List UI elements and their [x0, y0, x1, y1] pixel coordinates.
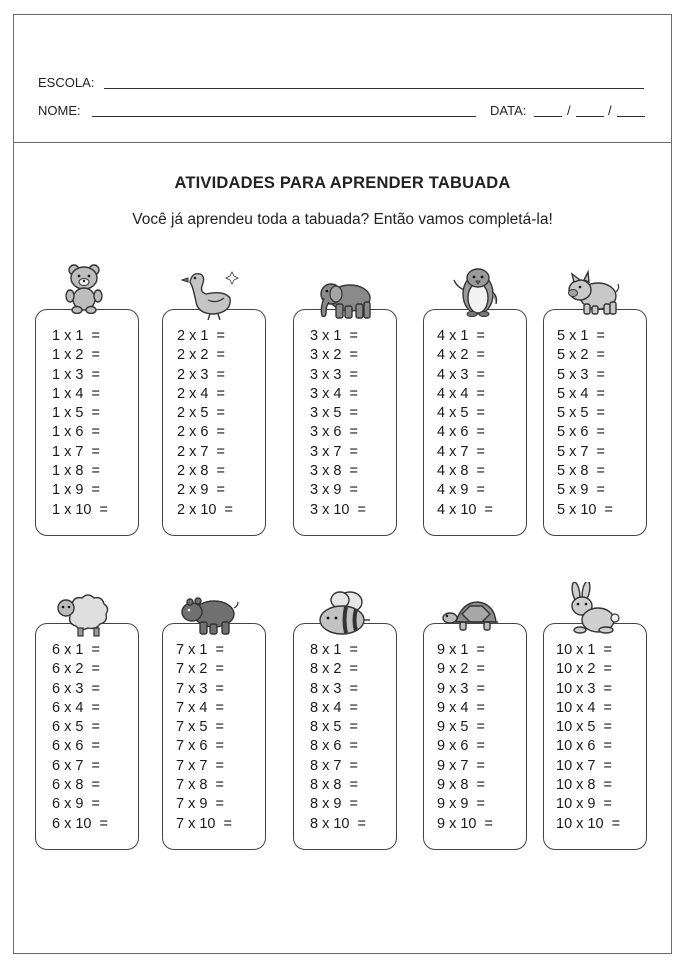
equation-row[interactable]: 7 x 10 = — [176, 815, 233, 832]
header-divider — [13, 142, 672, 143]
table-card-8 — [293, 623, 397, 850]
equation-row[interactable]: 6 x 5 = — [52, 719, 100, 736]
bunny-icon — [562, 582, 624, 634]
equation-row[interactable]: 7 x 6 = — [176, 738, 224, 755]
page-subtitle: Você já aprendeu toda a tabuada? Então vamos completá-la! — [132, 211, 553, 228]
equation-row[interactable]: 7 x 2 = — [176, 661, 224, 678]
equation-row[interactable]: 8 x 9 = — [310, 796, 358, 813]
equation-row[interactable]: 3 x 3 = — [310, 366, 358, 383]
equation-row[interactable]: 1 x 3 = — [52, 366, 100, 383]
equation-row[interactable]: 1 x 1 = — [52, 328, 100, 344]
date-year-field[interactable] — [617, 116, 645, 117]
equation-row[interactable]: 6 x 9 = — [52, 796, 100, 813]
equation-row[interactable]: 6 x 2 = — [52, 661, 100, 678]
duck-icon — [180, 268, 242, 320]
table-card-2 — [162, 309, 266, 536]
equation-row[interactable]: 9 x 6 = — [437, 738, 485, 755]
date-label: DATA: — [490, 103, 527, 118]
equation-row[interactable]: 8 x 7 = — [310, 757, 358, 774]
equation-row[interactable]: 2 x 5 = — [177, 405, 225, 422]
equation-row[interactable]: 6 x 6 = — [52, 738, 100, 755]
equation-row[interactable]: 5 x 5 = — [557, 405, 605, 422]
equation-row[interactable]: 7 x 7 = — [176, 757, 224, 774]
equation-row[interactable]: 9 x 7 = — [437, 757, 485, 774]
equation-row[interactable]: 5 x 9 = — [557, 482, 605, 499]
equation-row[interactable]: 3 x 5 = — [310, 405, 358, 422]
penguin-icon — [446, 266, 508, 318]
equation-row[interactable]: 5 x 1 = — [557, 328, 605, 344]
elephant-icon — [314, 272, 376, 324]
equation-row[interactable]: 1 x 5 = — [52, 405, 100, 422]
equation-row[interactable]: 2 x 7 = — [177, 443, 225, 460]
equation-row[interactable]: 6 x 3 = — [52, 680, 100, 697]
equation-row[interactable]: 3 x 1 = — [310, 328, 358, 344]
equation-row[interactable]: 9 x 8 = — [437, 777, 485, 794]
equation-row[interactable]: 5 x 4 = — [557, 385, 605, 402]
equation-row[interactable]: 5 x 8 = — [557, 463, 605, 480]
table-card-3 — [293, 309, 397, 536]
equation-row[interactable]: 8 x 10 = — [310, 815, 367, 832]
equation-row[interactable]: 6 x 8 = — [52, 777, 100, 794]
equation-row[interactable]: 8 x 3 = — [310, 680, 358, 697]
bee-icon — [312, 588, 374, 640]
equation-row[interactable]: 4 x 3 = — [437, 366, 485, 383]
date-day-field[interactable] — [534, 116, 562, 117]
equation-row[interactable]: 2 x 1 = — [177, 328, 225, 344]
table-card-5 — [543, 309, 647, 536]
equation-row[interactable]: 3 x 2 = — [310, 347, 358, 364]
table-card-4 — [423, 309, 527, 536]
date-separator: / — [567, 103, 571, 118]
equation-row[interactable]: 8 x 2 = — [310, 661, 358, 678]
equation-row[interactable]: 10 x 1 = — [556, 642, 613, 658]
equation-row[interactable]: 10 x 5 = — [556, 719, 613, 736]
equation-row[interactable]: 9 x 4 = — [437, 699, 485, 716]
equation-row[interactable]: 4 x 6 = — [437, 424, 485, 441]
equation-row[interactable]: 8 x 5 = — [310, 719, 358, 736]
equation-row[interactable]: 4 x 4 = — [437, 385, 485, 402]
equation-row[interactable]: 3 x 8 = — [310, 463, 358, 480]
equation-row[interactable]: 2 x 10 = — [177, 501, 234, 518]
equation-row[interactable]: 7 x 5 = — [176, 719, 224, 736]
equation-row[interactable]: 6 x 7 = — [52, 757, 100, 774]
equation-row[interactable]: 10 x 9 = — [556, 796, 613, 813]
page-title: ATIVIDADES PARA APRENDER TABUADA — [174, 174, 511, 192]
equation-row[interactable]: 3 x 6 = — [310, 424, 358, 441]
equation-row[interactable]: 5 x 10 = — [557, 501, 614, 518]
equation-row[interactable]: 4 x 2 = — [437, 347, 485, 364]
equation-row[interactable]: 10 x 2 = — [556, 661, 613, 678]
equation-row[interactable]: 5 x 2 = — [557, 347, 605, 364]
table-card-10 — [543, 623, 647, 850]
equation-row[interactable]: 1 x 9 = — [52, 482, 100, 499]
equation-row[interactable]: 1 x 2 = — [52, 347, 100, 364]
equation-row[interactable]: 7 x 9 = — [176, 796, 224, 813]
equation-row[interactable]: 2 x 3 = — [177, 366, 225, 383]
equation-row[interactable]: 4 x 8 = — [437, 463, 485, 480]
equation-row[interactable]: 4 x 5 = — [437, 405, 485, 422]
equation-row[interactable]: 9 x 3 = — [437, 680, 485, 697]
pig-icon — [562, 268, 624, 320]
equation-row[interactable]: 10 x 10 = — [556, 815, 621, 832]
equation-row[interactable]: 3 x 7 = — [310, 443, 358, 460]
date-month-field[interactable] — [576, 116, 604, 117]
equation-row[interactable]: 8 x 6 = — [310, 738, 358, 755]
equation-row[interactable]: 3 x 10 = — [310, 501, 367, 518]
equation-row[interactable]: 10 x 4 = — [556, 699, 613, 716]
school-label: ESCOLA: — [38, 75, 95, 90]
equation-row[interactable]: 1 x 7 = — [52, 443, 100, 460]
sheep-icon — [54, 586, 116, 638]
equation-row[interactable]: 10 x 3 = — [556, 680, 613, 697]
equation-row[interactable]: 4 x 1 = — [437, 328, 485, 344]
equation-row[interactable]: 2 x 8 = — [177, 463, 225, 480]
name-label: NOME: — [38, 103, 81, 118]
equation-row[interactable]: 3 x 9 = — [310, 482, 358, 499]
table-card-6 — [35, 623, 139, 850]
table-card-1 — [35, 309, 139, 536]
equation-row[interactable]: 1 x 10 = — [52, 501, 109, 518]
date-separator: / — [608, 103, 612, 118]
equation-row[interactable]: 7 x 3 = — [176, 680, 224, 697]
equation-row[interactable]: 6 x 4 = — [52, 699, 100, 716]
teddy-bear-icon — [56, 262, 118, 314]
equation-row[interactable]: 9 x 1 = — [437, 642, 485, 658]
equation-row[interactable]: 7 x 4 = — [176, 699, 224, 716]
equation-row[interactable]: 10 x 8 = — [556, 777, 613, 794]
equation-row[interactable]: 1 x 6 = — [52, 424, 100, 441]
equation-row[interactable]: 10 x 6 = — [556, 738, 613, 755]
equation-row[interactable]: 3 x 4 = — [310, 385, 358, 402]
table-card-9 — [423, 623, 527, 850]
equation-row[interactable]: 6 x 1 = — [52, 642, 100, 658]
turtle-icon — [442, 594, 504, 646]
equation-row[interactable]: 8 x 1 = — [310, 642, 358, 658]
equation-row[interactable]: 7 x 8 = — [176, 777, 224, 794]
hippo-icon — [180, 588, 242, 640]
equation-row[interactable]: 5 x 6 = — [557, 424, 605, 441]
equation-row[interactable]: 1 x 8 = — [52, 463, 100, 480]
equation-row[interactable]: 7 x 1 = — [176, 642, 224, 658]
equation-row[interactable]: 8 x 8 = — [310, 777, 358, 794]
equation-row[interactable]: 4 x 7 = — [437, 443, 485, 460]
equation-row[interactable]: 2 x 2 = — [177, 347, 225, 364]
equation-row[interactable]: 5 x 3 = — [557, 366, 605, 383]
equation-row[interactable]: 5 x 7 = — [557, 443, 605, 460]
school-field[interactable] — [104, 88, 644, 89]
table-card-7 — [162, 623, 266, 850]
equation-row[interactable]: 10 x 7 = — [556, 757, 613, 774]
equation-row[interactable]: 2 x 6 = — [177, 424, 225, 441]
equation-row[interactable]: 2 x 4 = — [177, 385, 225, 402]
equation-row[interactable]: 9 x 10 = — [437, 815, 494, 832]
equation-row[interactable]: 6 x 10 = — [52, 815, 109, 832]
equation-row[interactable]: 4 x 10 = — [437, 501, 494, 518]
name-field[interactable] — [92, 116, 476, 117]
equation-row[interactable]: 9 x 9 = — [437, 796, 485, 813]
equation-row[interactable]: 2 x 9 = — [177, 482, 225, 499]
equation-row[interactable]: 8 x 4 = — [310, 699, 358, 716]
equation-row[interactable]: 9 x 2 = — [437, 661, 485, 678]
equation-row[interactable]: 9 x 5 = — [437, 719, 485, 736]
equation-row[interactable]: 1 x 4 = — [52, 385, 100, 402]
equation-row[interactable]: 4 x 9 = — [437, 482, 485, 499]
